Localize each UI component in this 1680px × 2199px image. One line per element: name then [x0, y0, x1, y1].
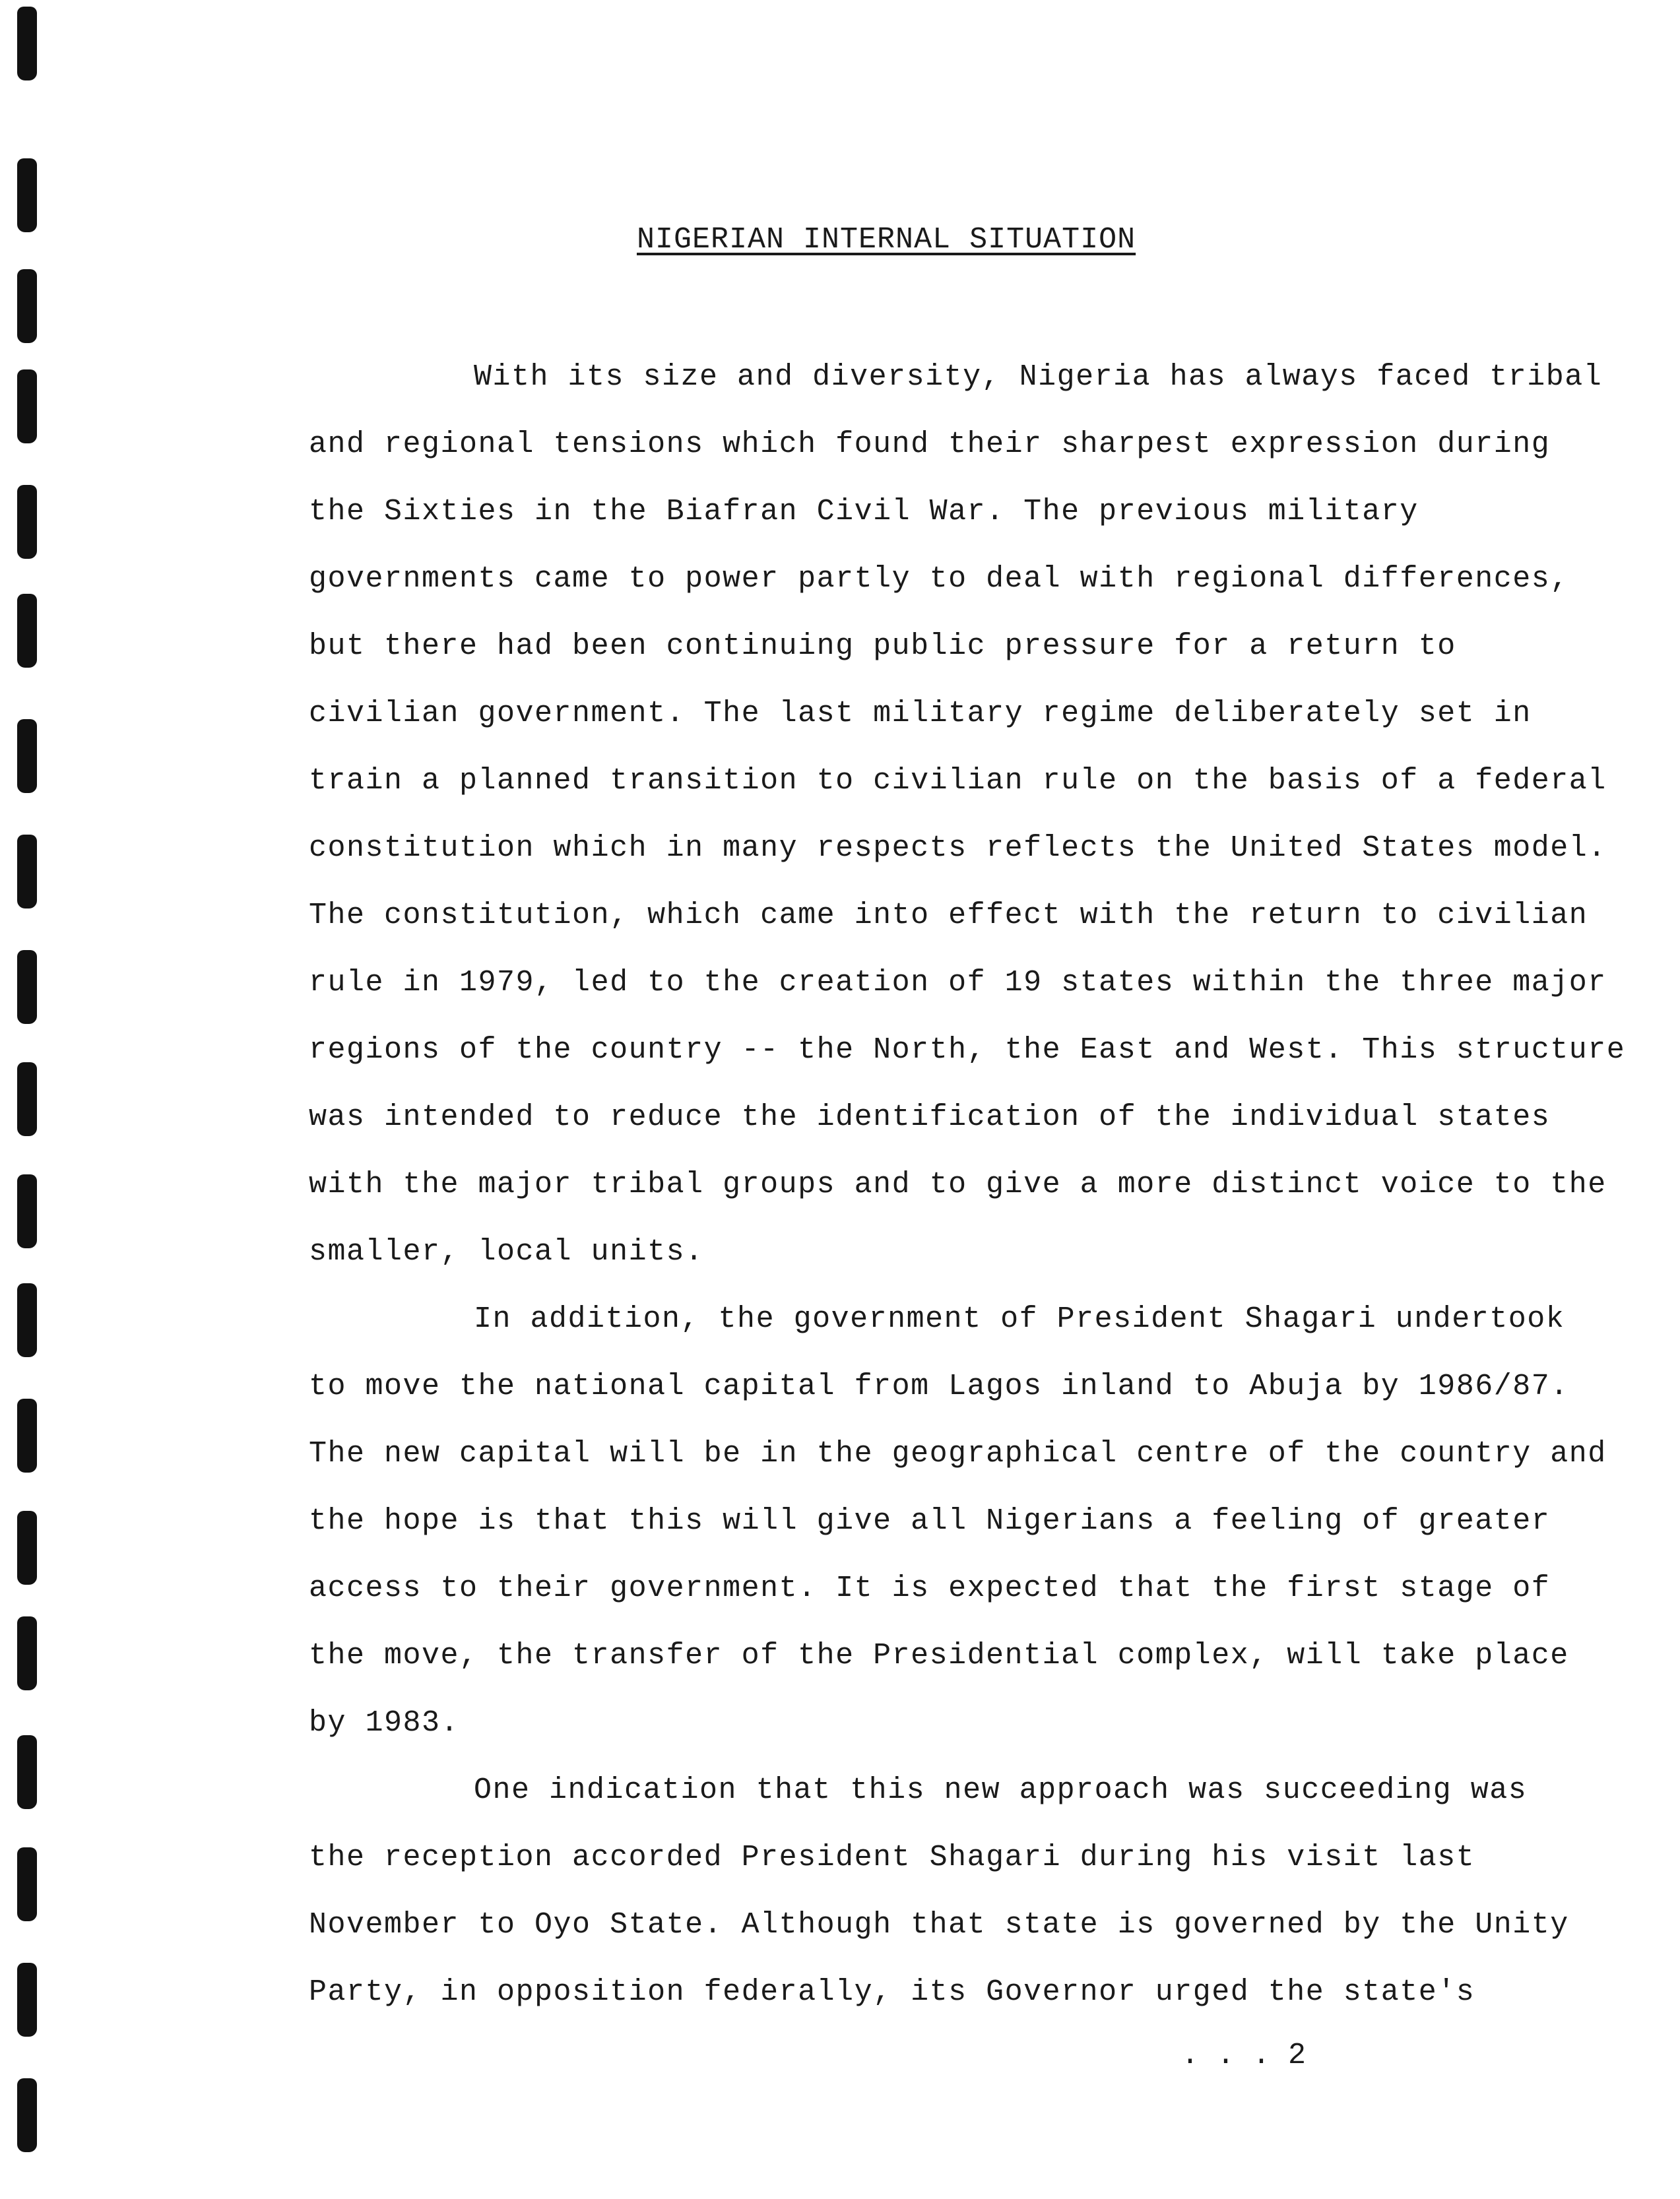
text-line: access to their government. It is expected that the first stage of — [309, 1572, 1551, 1605]
binder-hole — [17, 158, 37, 232]
binder-hole — [17, 1062, 37, 1136]
text-line: to move the national capital from Lagos inland to Abuja by 1986/87. — [309, 1370, 1569, 1403]
text-line: but there had been continuing public pressure for a return to — [309, 629, 1456, 663]
text-line: Party, in opposition federally, its Governor urged the state's — [309, 1975, 1475, 2009]
text-line: the reception accorded President Shagari during his visit last — [309, 1841, 1475, 1874]
text-line: November to Oyo State. Although that state is governed by the Unity — [309, 1908, 1569, 1942]
text-line: The constitution, which came into effect with the return to civilian — [309, 899, 1588, 932]
binder-hole — [17, 1847, 37, 1921]
binder-hole — [17, 269, 37, 343]
binder-hole — [17, 950, 37, 1024]
binder-hole — [17, 719, 37, 793]
binder-hole — [17, 1511, 37, 1585]
text-line: and regional tensions which found their sharpest expression during — [309, 428, 1551, 461]
binder-hole — [17, 1963, 37, 2037]
text-line: the move, the transfer of the Presidential complex, will take place — [309, 1639, 1569, 1673]
binder-hole — [17, 1735, 37, 1809]
text-line: In addition, the government of President Shagari undertook — [474, 1302, 1565, 1336]
text-line: constitution which in many respects reflects the United States model. — [309, 831, 1607, 865]
text-line: civilian government. The last military regime deliberately set in — [309, 697, 1532, 730]
binder-hole — [17, 369, 37, 443]
text-line: was intended to reduce the identification of the individual states — [309, 1100, 1551, 1134]
text-line: The new capital will be in the geographical centre of the country and — [309, 1437, 1607, 1471]
binder-hole — [17, 2078, 37, 2152]
page-number: . . . 2 — [1181, 2039, 1307, 2072]
text-line: smaller, local units. — [309, 1235, 704, 1269]
text-line: With its size and diversity, Nigeria has always faced tribal — [474, 360, 1603, 394]
text-line: the Sixties in the Biafran Civil War. The previous military — [309, 495, 1419, 528]
binder-hole — [17, 485, 37, 559]
binder-hole — [17, 594, 37, 668]
binder-hole — [17, 7, 37, 80]
text-line: by 1983. — [309, 1706, 460, 1740]
text-line: regions of the country -- the North, the East and West. This structure — [309, 1033, 1626, 1067]
document-title: NIGERIAN INTERNAL SITUATION — [637, 223, 1136, 257]
text-line: rule in 1979, led to the creation of 19 states within the three major — [309, 966, 1607, 1000]
binder-hole — [17, 1399, 37, 1473]
binder-hole — [17, 835, 37, 908]
binder-hole — [17, 1283, 37, 1357]
text-line: the hope is that this will give all Nigerians a feeling of greater — [309, 1504, 1551, 1538]
binder-hole — [17, 1616, 37, 1690]
text-line: One indication that this new approach was succeeding was — [474, 1773, 1528, 1807]
text-line: governments came to power partly to deal with regional differences, — [309, 562, 1569, 596]
text-line: with the major tribal groups and to give a more distinct voice to the — [309, 1168, 1607, 1201]
binder-hole — [17, 1174, 37, 1248]
binder-holes — [17, 0, 44, 2199]
text-line: train a planned transition to civilian rule on the basis of a federal — [309, 764, 1607, 798]
